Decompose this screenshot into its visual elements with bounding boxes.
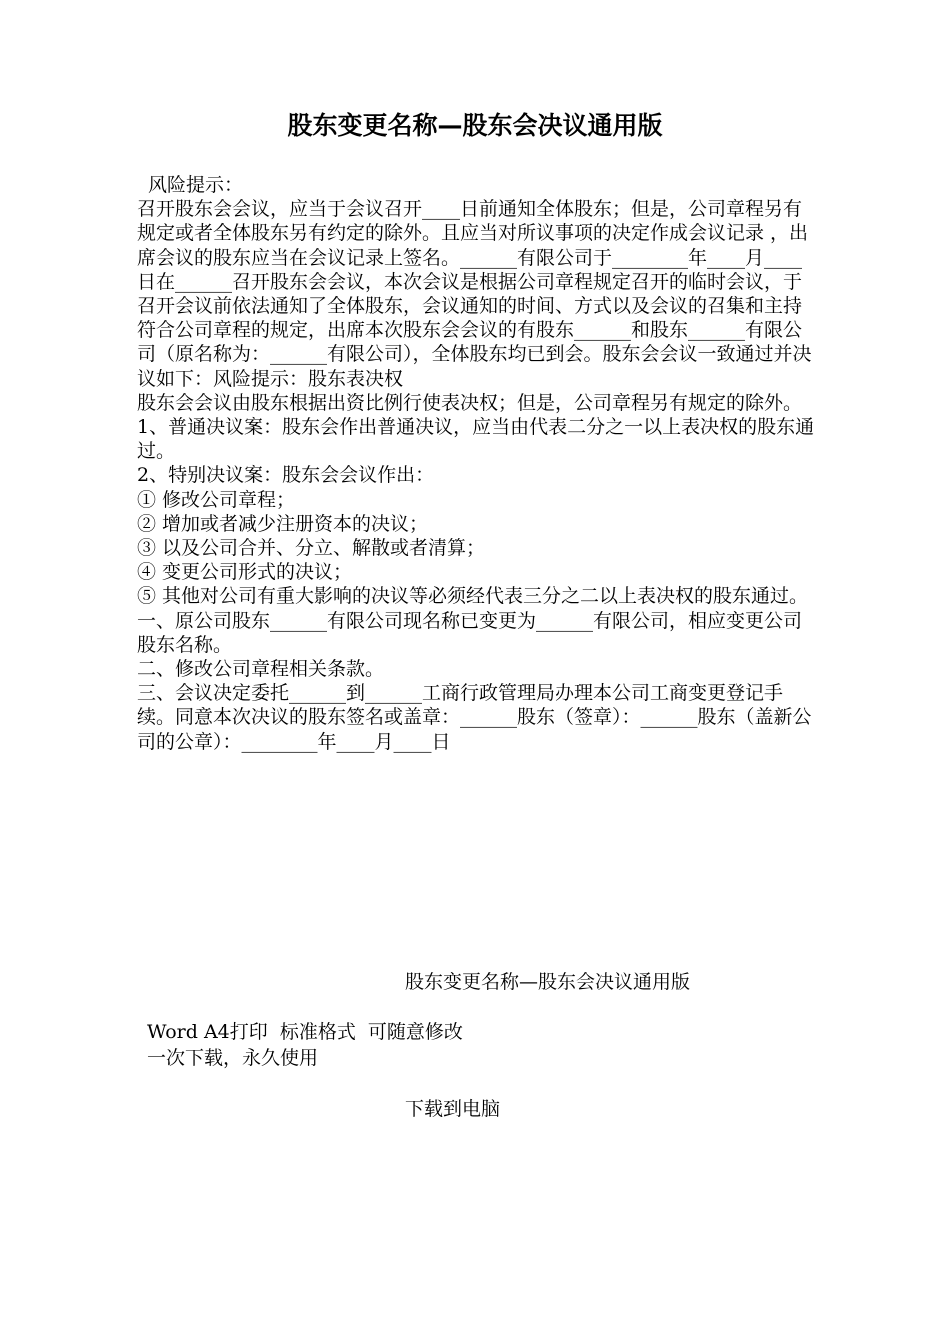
paragraph-risk-heading: 风险提示： — [148, 174, 244, 196]
document-body — [137, 173, 817, 754]
resolution-item-1: 一、原公司股东______有限公司现名称已变更为______有限公司，相应变更公司股东名称。 — [137, 609, 803, 656]
footer-title: 股东变更名称—股东会决议通用版 — [405, 971, 691, 993]
list-item: ③ 以及公司合并、分立、解散或者清算； — [137, 537, 486, 560]
paragraph-meeting-notice: 召开股东会会议，应当于会议召开____日前通知全体股东；但是，公司章程另有规定或者全体股东另有约定的除外。且应当对所议事项的决定作成会议记录 ，出席会议的股东应当在会议记录上签名。______有限公司于________年____月____日在______召开股东会会议，本次会议是根据公司章程规定召开的临时会议，于召开会议前依法通知了全体股东，会议通知的时间、方式以及会议的召集和主持符合公司章程的规定，出席本次股东会会议的有股东______和股东______有限公司（原名称为：______有限公司），全体股东均已到会。股东会会议一致通过并决议如下：风险提示：股东表决权 — [137, 198, 812, 390]
list-item: ① 修改公司章程； — [137, 488, 296, 511]
download-link[interactable]: 下载到电脑 — [405, 1098, 501, 1120]
paragraph-voting-rights: 股东会会议由股东根据出资比例行使表决权；但是，公司章程另有规定的除外。 — [137, 391, 803, 414]
paragraph-ordinary-resolution: 1、普通决议案：股东会作出普通决议，应当由代表二分之一以上表决权的股东通过。 — [137, 416, 815, 463]
list-item: ② 增加或者减少注册资本的决议； — [137, 512, 429, 535]
paragraph-special-resolution: 2、特别决议案：股东会会议作出： — [137, 464, 435, 487]
list-item: ④ 变更公司形式的决议； — [137, 561, 353, 584]
resolution-item-3: 三、会议决定委托______到______工商行政管理局办理本公司工商变更登记手续。同意本次决议的股东签名或盖章：______股东（签章）：______股东（盖新公司的公章）：________年____月____日 — [137, 682, 812, 753]
features-text: Word A4打印 标准格式 可随意修改 — [147, 1021, 463, 1043]
usage-text: 一次下载，永久使用 — [147, 1047, 319, 1069]
document-title: 股东变更名称—股东会决议通用版 — [287, 111, 663, 140]
footer-features — [147, 1019, 463, 1071]
resolution-item-2: 二、修改公司章程相关条款。 — [137, 658, 385, 681]
list-item: ⑤ 其他对公司有重大影响的决议等必须经代表三分之二以上表决权的股东通过。 — [137, 585, 809, 608]
